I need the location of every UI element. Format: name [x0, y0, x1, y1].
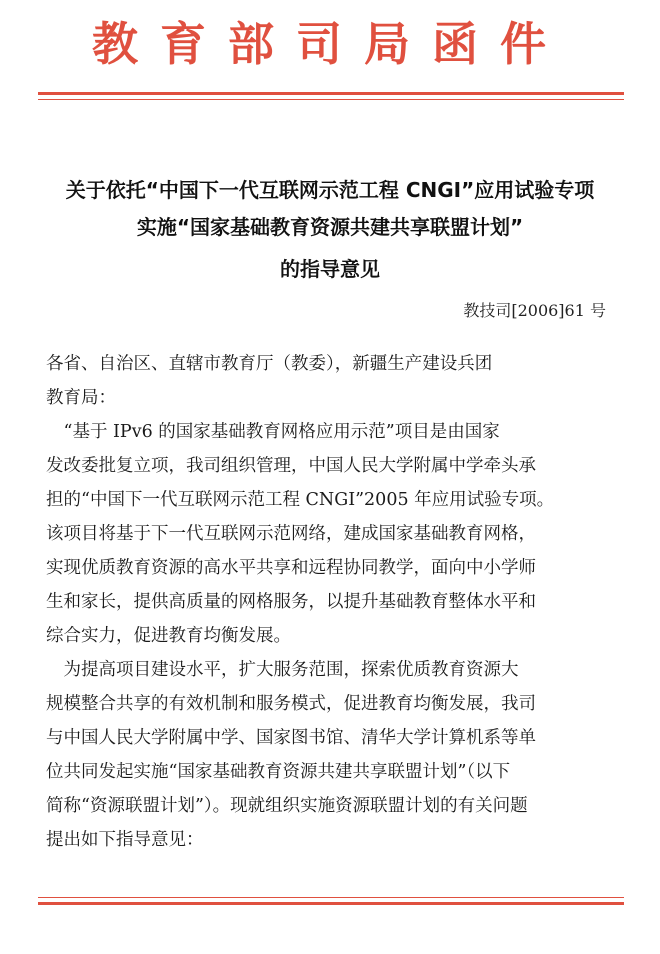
letterhead-rule-thick: [38, 92, 624, 95]
body-line: 位共同发起实施“国家基础教育资源共建共享联盟计划”（以下: [46, 762, 511, 782]
letterhead-title: 教育部司局函件: [92, 17, 568, 71]
body-line: “基于 IPv6 的国家基础教育网格应用示范”项目是由国家: [46, 422, 500, 442]
body-line: 综合实力，促进教育均衡发展。: [46, 626, 291, 646]
body-line: 该项目将基于下一代互联网示范网络，建成国家基础教育网格，: [46, 524, 536, 544]
body-line: 生和家长，提供高质量的网格服务，以提升基础教育整体水平和: [46, 592, 536, 612]
body-line: 发改委批复立项，我司组织管理，中国人民大学附属中学牵头承: [46, 456, 536, 476]
letterhead-rule-thin: [38, 99, 624, 100]
body-line: 实现优质教育资源的高水平共享和远程协同教学，面向中小学师: [46, 558, 536, 578]
body-line: 教育局：: [46, 388, 116, 408]
body-line: 与中国人民大学附属中学、国家图书馆、清华大学计算机系等单: [46, 728, 536, 748]
document-title-line-2: 实施“国家基础教育资源共建共享联盟计划”: [136, 215, 524, 239]
body-line: 简称“资源联盟计划”）。现就组织实施资源联盟计划的有关问题: [46, 796, 528, 816]
document-title-line-1: 关于依托“中国下一代互联网示范工程 CNGI”应用试验专项: [65, 178, 595, 202]
body-line: 规模整合共享的有效机制和服务模式，促进教育均衡发展，我司: [46, 694, 536, 714]
document-number: 教技司[2006]61 号: [463, 301, 606, 320]
footer-rule-thin: [38, 897, 624, 898]
body-line: 担的“中国下一代互联网示范工程 CNGI”2005 年应用试验专项。: [46, 490, 555, 510]
document-title-line-3: 的指导意见: [280, 257, 380, 281]
body-line: 各省、自治区、直辖市教育厅（教委），新疆生产建设兵团: [46, 354, 493, 374]
body-line: 为提高项目建设水平，扩大服务范围，探索优质教育资源大: [46, 660, 519, 680]
footer-rule-thick: [38, 902, 624, 905]
body-line: 提出如下指导意见：: [46, 830, 204, 850]
